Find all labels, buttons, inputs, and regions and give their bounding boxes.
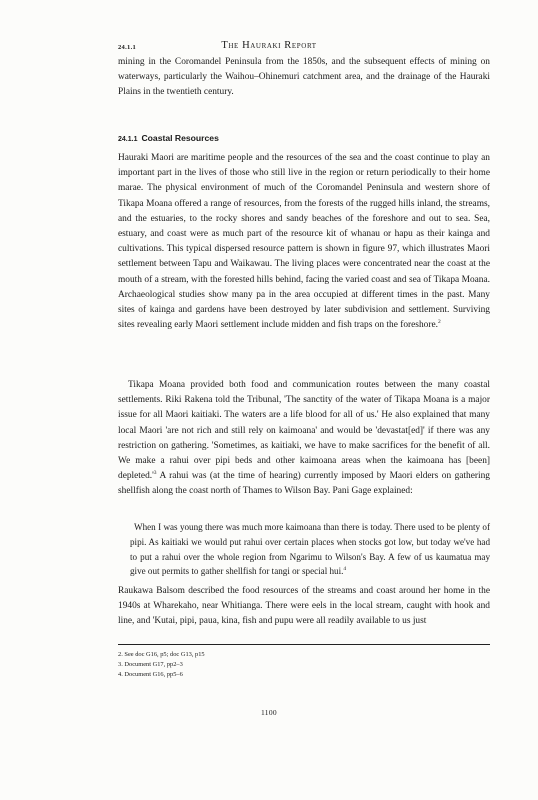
paragraph-tikapa-moana — [118, 378, 490, 500]
paragraph-text: A rahui was (at the time of hearing) currently imposed by Maori elders on gathering shellfish along the coast north of Thames to Wilson Bay. Pani Gage explained: — [118, 471, 490, 497]
footnotes — [118, 650, 490, 680]
running-head: The Hauraki Report — [221, 40, 317, 51]
paragraph-balsom: Raukawa Balsom described the food resources of the streams and coast around her home in the 1940s at Wharekaho, near Whitianga. There were eels in the local stream, caught with hook and line, and 'Kutai, pipi, paua, kina, fish and pupu were all readily available to us just — [118, 586, 490, 627]
footnote-ref: 4 — [343, 566, 347, 573]
paragraph-text: Hauraki Maori are maritime people and the resources of the sea and the coast continue to play an important part in the lives of those who still live in the region or return periodically to their home marae. The physical environment of much of the Coromandel Peninsula and western shore of Tikapa Moana offered a range of resources, from the forests of the rugged hills inland, the streams, and the estuaries, to the rocky shores and sandy beaches of the foreshore and out to sea. Sea, estuary, and coast were as much part of the resource kit of whanau or hapu as their kainga and cultivations. This typical dispersed resource pattern is shown in figure 97, which illustrates Maori settlement between Tapu and Waikawau. The living places were concentrated near the coast at the mouth of a stream, with the forested hills behind, facing the varied coast and sea of Tikapa Moana. Archaeological studies show many pa in the area occupied at different times in the past. Many sites of kainga and gardens have been destroyed by later subdivision and settlement. Surviving sites revealing early Maori settlement include midden and fish traps on the foreshore. — [118, 153, 490, 331]
quote-text: When I was young there was much more kaimoana than there is today. There used to be plenty of pipi. As kaitiaki we would put rahui over certain places when stocks got low, but today we've had to put a rahui over the whole region from Ngarimu to Wilson's Bay. A few of us kaumatua may give out permits to gather shellfish for tangi or special hui. — [130, 522, 490, 577]
footnote-ref: 2 — [437, 319, 441, 326]
footnote-ref: 3 — [153, 470, 157, 477]
footnote-item: 3. Document G17, pp2–3 — [118, 661, 183, 668]
page-number: 1100 — [261, 708, 277, 717]
footnote-divider — [118, 644, 490, 645]
footnote-item: 4. Document G16, pp5–6 — [118, 671, 183, 678]
section-heading-title: Coastal Resources — [141, 133, 219, 143]
paragraph-coastal-intro — [118, 151, 490, 333]
paragraph-text: Tikapa Moana provided both food and communication routes between the many coastal settlements. Riki Rakena told the Tribunal, 'The sanctity of the water of Tikapa Moana is a major issue for all Maori kaitiaki. The waters are a life blood for all of us.' He also explained that many local Maori 'are not rich and still rely on kaimoana' and would be 'devastat[ed]' if there was any restriction on gathering. 'Sometimes, as kaitiaki, we have to make sacrifices for the benefit of all. We make a rahui over pipi beds and other kaimoana areas when the kaimoana has [been] depleted.' — [118, 380, 490, 482]
block-quote — [130, 520, 490, 579]
footnote-item: 2. See doc G16, p5; doc G13, p15 — [118, 651, 205, 658]
section-number: 24.1.1 — [118, 44, 137, 51]
section-heading — [118, 133, 219, 143]
continuation-paragraph: mining in the Coromandel Peninsula from the 1850s, and the subsequent effects of mining on waterways, particularly the Waihou–Ohinemuri catchment area, and the drainage of the Hauraki Plains in the twentieth century. — [118, 57, 490, 98]
section-heading-number: 24.1.1 — [118, 136, 138, 143]
